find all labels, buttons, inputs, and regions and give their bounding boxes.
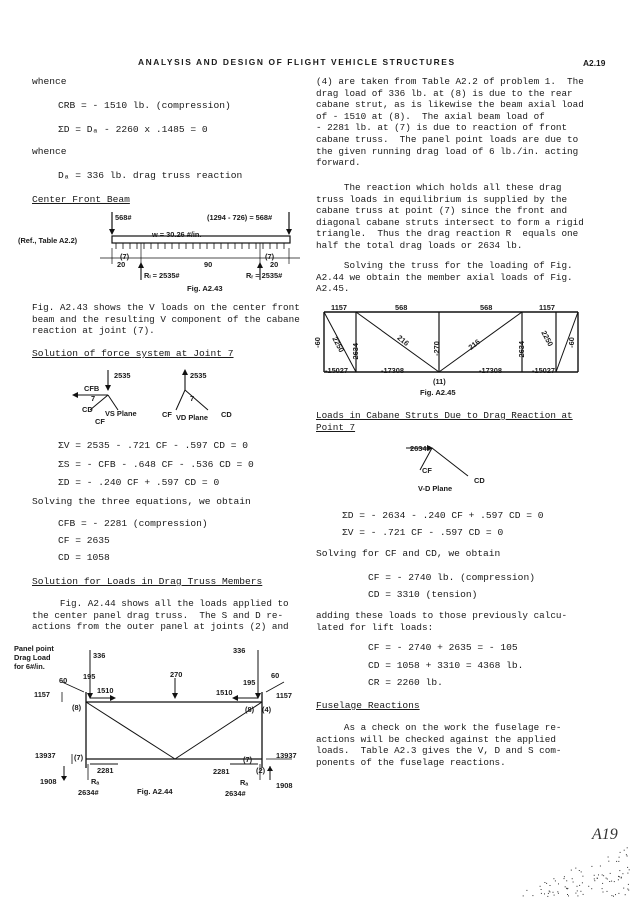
- handwritten-page-mark: A19: [592, 826, 618, 843]
- reaction-value: 2634#: [225, 789, 246, 798]
- result-cf: CF = 2635: [58, 535, 110, 546]
- load-label: 1157: [34, 690, 51, 699]
- joint-label: (7): [120, 252, 130, 261]
- reference-label: (Ref., Table A2.2): [18, 236, 78, 245]
- member-load-label: 568: [480, 303, 493, 312]
- joint-label: (2): [256, 766, 266, 775]
- figure-caption: Fig. A2.44: [137, 787, 173, 796]
- equation-crb: CRB = - 1510 lb. (compression): [58, 100, 231, 111]
- joint-label: (11): [433, 377, 446, 386]
- distributed-load-label: w = 30.26 #/in.: [152, 230, 202, 239]
- member-load-label: 2250: [539, 329, 556, 348]
- joint-label: (4): [262, 705, 272, 714]
- plane-label: V-D Plane: [418, 484, 453, 493]
- paragraph: adding these loads to those previously calcu- lated for lift loads:: [316, 610, 568, 633]
- load-label: 60: [59, 676, 68, 685]
- force-label: CD: [474, 476, 485, 485]
- load-label: 2535: [190, 371, 207, 380]
- member-load-label: -17308: [381, 366, 405, 375]
- section-heading-cabane-struts: Loads in Cabane Struts Due to Drag Reaction at Point 7: [316, 410, 573, 433]
- load-label: 13937: [35, 751, 56, 760]
- force-label: CF: [422, 466, 432, 475]
- load-label: 1908: [40, 777, 57, 786]
- member-load-label: -270: [431, 341, 441, 356]
- member-load-label: -2634: [516, 341, 526, 360]
- load-label: (1294 - 726) = 568#: [207, 213, 273, 222]
- force-label: CFB: [84, 384, 100, 393]
- load-label: 195: [243, 678, 256, 687]
- plane-label: VD Plane: [176, 413, 209, 422]
- load-label: 60: [271, 671, 280, 680]
- load-label: 1510: [97, 686, 114, 695]
- load-label: 2634#: [410, 444, 431, 453]
- dimension-label: 20: [270, 260, 279, 269]
- equation-sum-v: ΣV = - .721 CF - .597 CD = 0: [342, 527, 504, 538]
- section-heading-joint-7: Solution of force system at Joint 7: [32, 348, 234, 359]
- member-load-label: 1157: [331, 303, 348, 312]
- force-label: CD: [221, 410, 232, 419]
- force-label: CF: [162, 410, 172, 419]
- member-load-label: -15027: [532, 366, 556, 375]
- paragraph: The reaction which holds all these drag truss loads in equilibrium is supplied by the cabane truss at point (7) since the front and diagonal cabane struts intersect to form a rigid triangle. Thus the drag reaction R equals one half the total drag loads or 2634 lb.: [316, 182, 584, 251]
- member-load-label: 216: [395, 333, 411, 348]
- figure-caption: Fig. A2.45: [420, 388, 456, 397]
- reaction-label: Rₗ = 2535#: [144, 271, 180, 280]
- section-heading-fuselage-reactions: Fuselage Reactions: [316, 700, 420, 711]
- load-label: 2281: [97, 766, 114, 775]
- paragraph: Solving the truss for the loading of Fig. A2.44 we obtain the member axial loads of Fig. A2.45.: [316, 260, 573, 295]
- running-header: ANALYSIS AND DESIGN OF FLIGHT VEHICLE STRUCTURES: [138, 57, 456, 67]
- paragraph: As a check on the work the fuselage re- actions will be checked against the applied loads. Table A2.3 gives the V, D and S com- ponents of the fuselage reactions.: [316, 722, 562, 768]
- load-label: 336: [233, 646, 246, 655]
- joint-label: (7): [265, 252, 275, 261]
- result-cd: CD = 1058: [58, 552, 110, 563]
- panel-point-label: Panel point Drag Load for 6#/in.: [14, 644, 54, 671]
- equation-sum-v: ΣV = 2535 - .721 CF - .597 CD = 0: [58, 440, 248, 451]
- joint-label: (8): [245, 705, 255, 714]
- member-load-label: -17308: [479, 366, 503, 375]
- load-label: 2281: [213, 767, 230, 776]
- equation-sum-d: ΣD = - 2634 - .240 CF + .597 CD = 0: [342, 510, 544, 521]
- text-line: Solving for CF and CD, we obtain: [316, 548, 501, 559]
- member-load-label: -60: [312, 337, 322, 348]
- joint-label: 7: [91, 394, 96, 403]
- sum-cf: CF = - 2740 + 2635 = - 105: [368, 642, 518, 653]
- reaction-value: 2634#: [78, 788, 99, 797]
- member-load-label: 1157: [539, 303, 556, 312]
- member-load-label: 2250: [330, 335, 347, 354]
- paragraph: Fig. A2.43 shows the V loads on the center front beam and the resulting V component of the cabane reaction at joint (7).: [32, 302, 300, 337]
- load-label: 1157: [276, 691, 293, 700]
- load-label: 2535: [114, 371, 131, 380]
- load-label: 195: [83, 672, 96, 681]
- result-cfb: CFB = - 2281 (compression): [58, 518, 208, 529]
- load-label: 13937: [276, 751, 297, 760]
- sum-cd: CD = 1058 + 3310 = 4368 lb.: [368, 660, 524, 671]
- text-line: Solving the three equations, we obtain: [32, 496, 251, 507]
- member-load-label: 216: [466, 337, 482, 352]
- reaction-label: Rᵣ = 2535#: [246, 271, 283, 280]
- paragraph: (4) are taken from Table A2.2 of problem 1. The drag load of 336 lb. at (8) is due to the rear cabane strut, as is likewise the beam axial load of - 1510 at (8). The axial beam load of - 2281 lb. at (7) is due to reaction of front cabane truss. The panel point loads are due to the given running drag load of 6 lb./in. acting forward.: [316, 76, 584, 169]
- equation-sum-d: ΣD = Dₐ - 2260 x .1485 = 0: [58, 124, 208, 135]
- section-heading-center-front-beam: Center Front Beam: [32, 194, 130, 205]
- result-cf: CF = - 2740 lb. (compression): [368, 572, 535, 583]
- dimension-label: 20: [117, 260, 126, 269]
- paragraph: Fig. A2.44 shows all the loads applied to the center panel drag truss. The S and D re- actions from the outer panel at joints (2) and: [32, 598, 289, 633]
- joint-label: (7): [243, 755, 253, 764]
- scan-noise-texture: [512, 836, 632, 896]
- sum-cr: CR = 2260 lb.: [368, 677, 443, 688]
- whence-text: whence: [32, 76, 67, 87]
- force-label: CF: [95, 417, 105, 426]
- result-cd: CD = 3310 (tension): [368, 589, 478, 600]
- plane-label: VS Plane: [105, 409, 137, 418]
- equation-da: Dₐ = 336 lb. drag truss reaction: [58, 170, 243, 181]
- member-load-label: -2634: [350, 343, 360, 362]
- joint-label: 7: [190, 394, 195, 403]
- equation-sum-d: ΣD = - .240 CF + .597 CD = 0: [58, 477, 220, 488]
- load-label: 336: [93, 651, 106, 660]
- load-label: 1908: [276, 781, 293, 790]
- whence-text: whence: [32, 146, 67, 157]
- joint-label: (8): [72, 703, 82, 712]
- force-label: CD: [82, 405, 93, 414]
- dimension-label: 90: [204, 260, 213, 269]
- section-heading-drag-truss: Solution for Loads in Drag Truss Members: [32, 576, 263, 587]
- load-label: 568#: [115, 213, 132, 222]
- load-label: 270: [170, 670, 183, 679]
- joint-label: (7): [74, 753, 84, 762]
- equation-sum-s: ΣS = - CFB - .648 CF - .536 CD = 0: [58, 459, 254, 470]
- load-label: 1510: [216, 688, 233, 697]
- member-load-label: 568: [395, 303, 408, 312]
- member-load-label: -15027: [325, 366, 349, 375]
- reaction-label: Rₐ: [91, 777, 100, 786]
- figure-caption: Fig. A2.43: [187, 284, 223, 293]
- page-number: A2.19: [583, 58, 606, 68]
- member-load-label: -60: [566, 337, 576, 348]
- reaction-label: Rₐ: [240, 778, 249, 787]
